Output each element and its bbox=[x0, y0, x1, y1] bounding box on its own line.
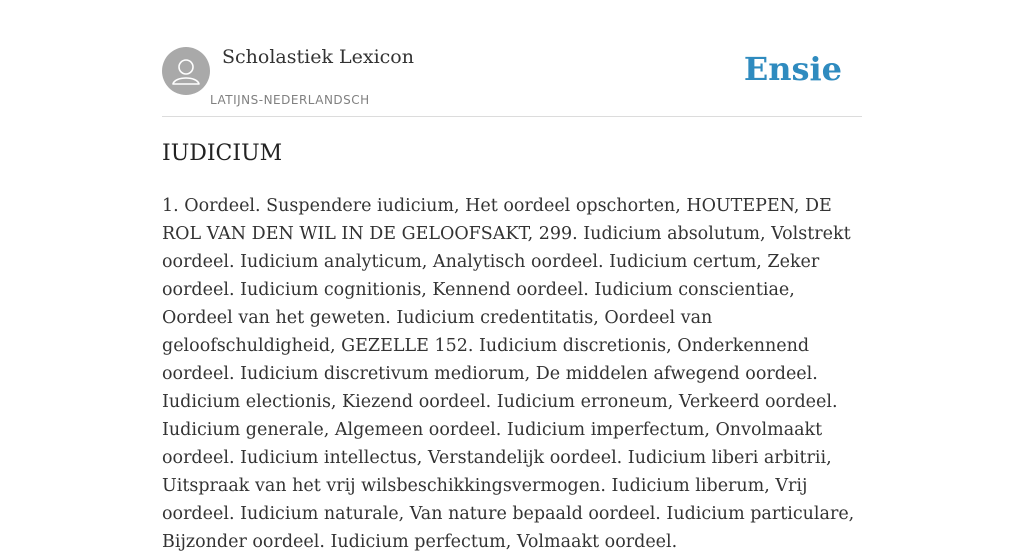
source-title[interactable]: Scholastiek Lexicon bbox=[222, 46, 414, 68]
user-icon bbox=[162, 47, 210, 95]
source-subtitle: LATIJNS-NEDERLANDSCH bbox=[210, 93, 370, 107]
entry-body: 1. Oordeel. Suspendere iudicium, Het oordeel opschorten, HOUTEPEN, DE ROL VAN DEN WIL IN DE GELOOFSAKT, 299. Iudicium absolutum, Volstrekt oordeel. Iudicium analyticum, Analytisch oordeel. Iudicium certum, Zeker oordeel. Iudicium cognitionis, Kennend oordeel. Iudicium conscientiae, Oordeel van het geweten. Iudicium credentitatis, Oordeel van geloofschuldigheid, GEZELLE 152. Iudicium discretionis, Onderkennend oordeel. Iudicium discretivum mediorum, De middelen afwegend oordeel. Iudicium electionis, Kiezend oordeel. Iudicium erroneum, Verkeerd oordeel. Iudicium generale, Algemeen oordeel. Iudicium imperfectum, Onvolmaakt oordeel. Iudicium intellectus, Verstandelijk oordeel. Iudicium liberi arbitrii, Uitspraak van het vrij wilsbeschikkingsvermogen. Iudicium liberum, Vrij oordeel. Iudicium naturale, Van nature bepaald oordeel. Iudicium particulare, Bijzonder oordeel. Iudicium perfectum, Volmaakt oordeel. bbox=[162, 196, 855, 552]
source-avatar[interactable] bbox=[162, 47, 210, 95]
ensie-logo[interactable]: Ensie bbox=[743, 50, 842, 88]
header bbox=[162, 46, 862, 117]
entry-title: IUDICIUM bbox=[162, 141, 283, 166]
